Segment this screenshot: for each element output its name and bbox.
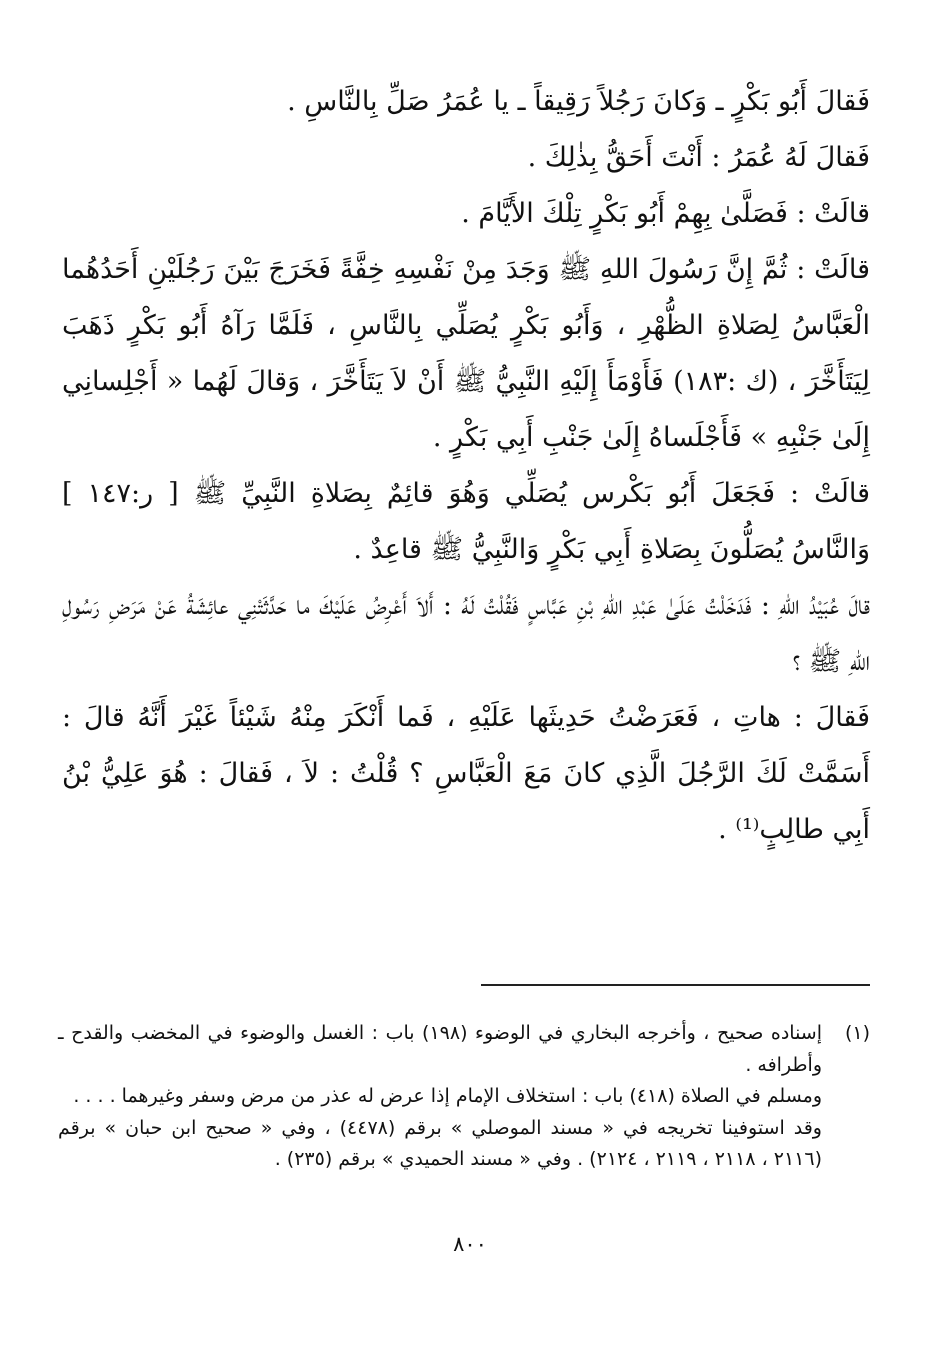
footnotes	[58, 1018, 870, 1176]
footnote-line-2: ومسلم في الصلاة (٤١٨) باب : استخلاف الإمام إذا عرض له عذر من مرض وسفر وغيرهما . . . .	[73, 1085, 822, 1107]
footnote-line-3: وقد استوفينا تخريجه في « مسند الموصلي » برقم (٤٤٧٨) ، وفي « صحيح ابن حبان » برقم (٢١١٦ ، ٢١١٨ ، ٢١١٩ ، ٢١٢٤) . وفي « مسند الحميدي » برقم (٢٣٥) .	[58, 1116, 822, 1170]
footnote-line-1: إسناده صحيح ، وأخرجه البخاري في الوضوء (١٩٨) باب : الغسل والوضوء في المخضب والقدح ـ وأطرافه .	[58, 1022, 822, 1076]
footnote-1	[58, 1018, 870, 1176]
paragraph-3: قالَتْ : فَصَلَّىٰ بِهِمْ أَبُو بَكْرٍ تِلْكَ الأَيَّامَ .	[461, 198, 870, 229]
paragraph-1: فَقالَ أَبُو بَكْرٍ ـ وَكانَ رَجُلاً رَقِيقاً ـ يا عُمَرُ صَلِّ بِالنَّاسِ .	[287, 86, 870, 117]
paragraph-6: قالَ عُبَيْدُ اللهِ : فَدَخَلْتُ عَلَىٰ عَبْدِ اللهِ بْنِ عَبَّاسٍ فَقُلْتُ لَهُ : أَلاَ أَعْرِضُ عَلَيْكَ ما حَدَّثَتْنِي عائِشَةُ عَنْ مَرَضِ رَسُولِ اللهِ ﷺ ؟	[62, 590, 870, 677]
footnote-marker: (١)	[844, 1022, 870, 1044]
footnote-body	[58, 1018, 822, 1176]
paragraph-2: فَقالَ لَهُ عُمَرُ : أَنْتَ أَحَقُّ بِذٰلِكَ .	[527, 142, 870, 173]
main-text	[62, 74, 870, 858]
paragraph-7: فَقالَ : هاتِ ، فَعَرَضْتُ حَدِيثَها عَلَيْهِ ، فَما أَنْكَرَ مِنْهُ شَيْئاً غَيْرَ أَنَّهُ قالَ : أَسَمَّتْ لَكَ الرَّجُلَ الَّذِي كانَ مَعَ الْعَبَّاسِ ؟ قُلْتُ : لاَ ، فَقالَ : هُوَ عَلِيُّ بْنُ أَبِي طالِبٍ⁽¹⁾ .	[62, 702, 870, 845]
page-number: ٨٠٠	[453, 1232, 487, 1256]
paragraph-5: قالَتْ : فَجَعَلَ أَبُو بَكْرس يُصَلِّي وَهُوَ قائِمٌ بِصَلاةِ النَّبِيِّ ﷺ [ ر:١٤٧ ] وَالنَّاسُ يُصَلُّونَ بِصَلاةِ أَبِي بَكْرٍ وَالنَّبِيُّ ﷺ قاعِدٌ .	[62, 478, 870, 565]
footnote-separator	[481, 984, 870, 986]
paragraph-4: قالَتْ : ثُمَّ إِنَّ رَسُولَ اللهِ ﷺ وَجَدَ مِنْ نَفْسِهِ خِفَّةً فَخَرَجَ بَيْنَ رَجُلَيْنِ أَحَدُهُما الْعَبَّاسُ لِصَلاةِ الظُّهْرِ ، وَأَبُو بَكْرٍ يُصَلِّي بِالنَّاسِ ، فَلَمَّا رَآهُ أَبُو بَكْرٍ ذَهَبَ لِيَتَأَخَّرَ ، (ك :١٨٣) فَأَوْمَأَ إِلَيْهِ النَّبِيُّ ﷺ أَنْ لاَ يَتَأَخَّرَ ، وَقالَ لَهُما « أَجْلِسانِي إِلَىٰ جَنْبِهِ » فَأَجْلَساهُ إِلَىٰ جَنْبِ أَبِي بَكْرٍ .	[62, 254, 870, 453]
